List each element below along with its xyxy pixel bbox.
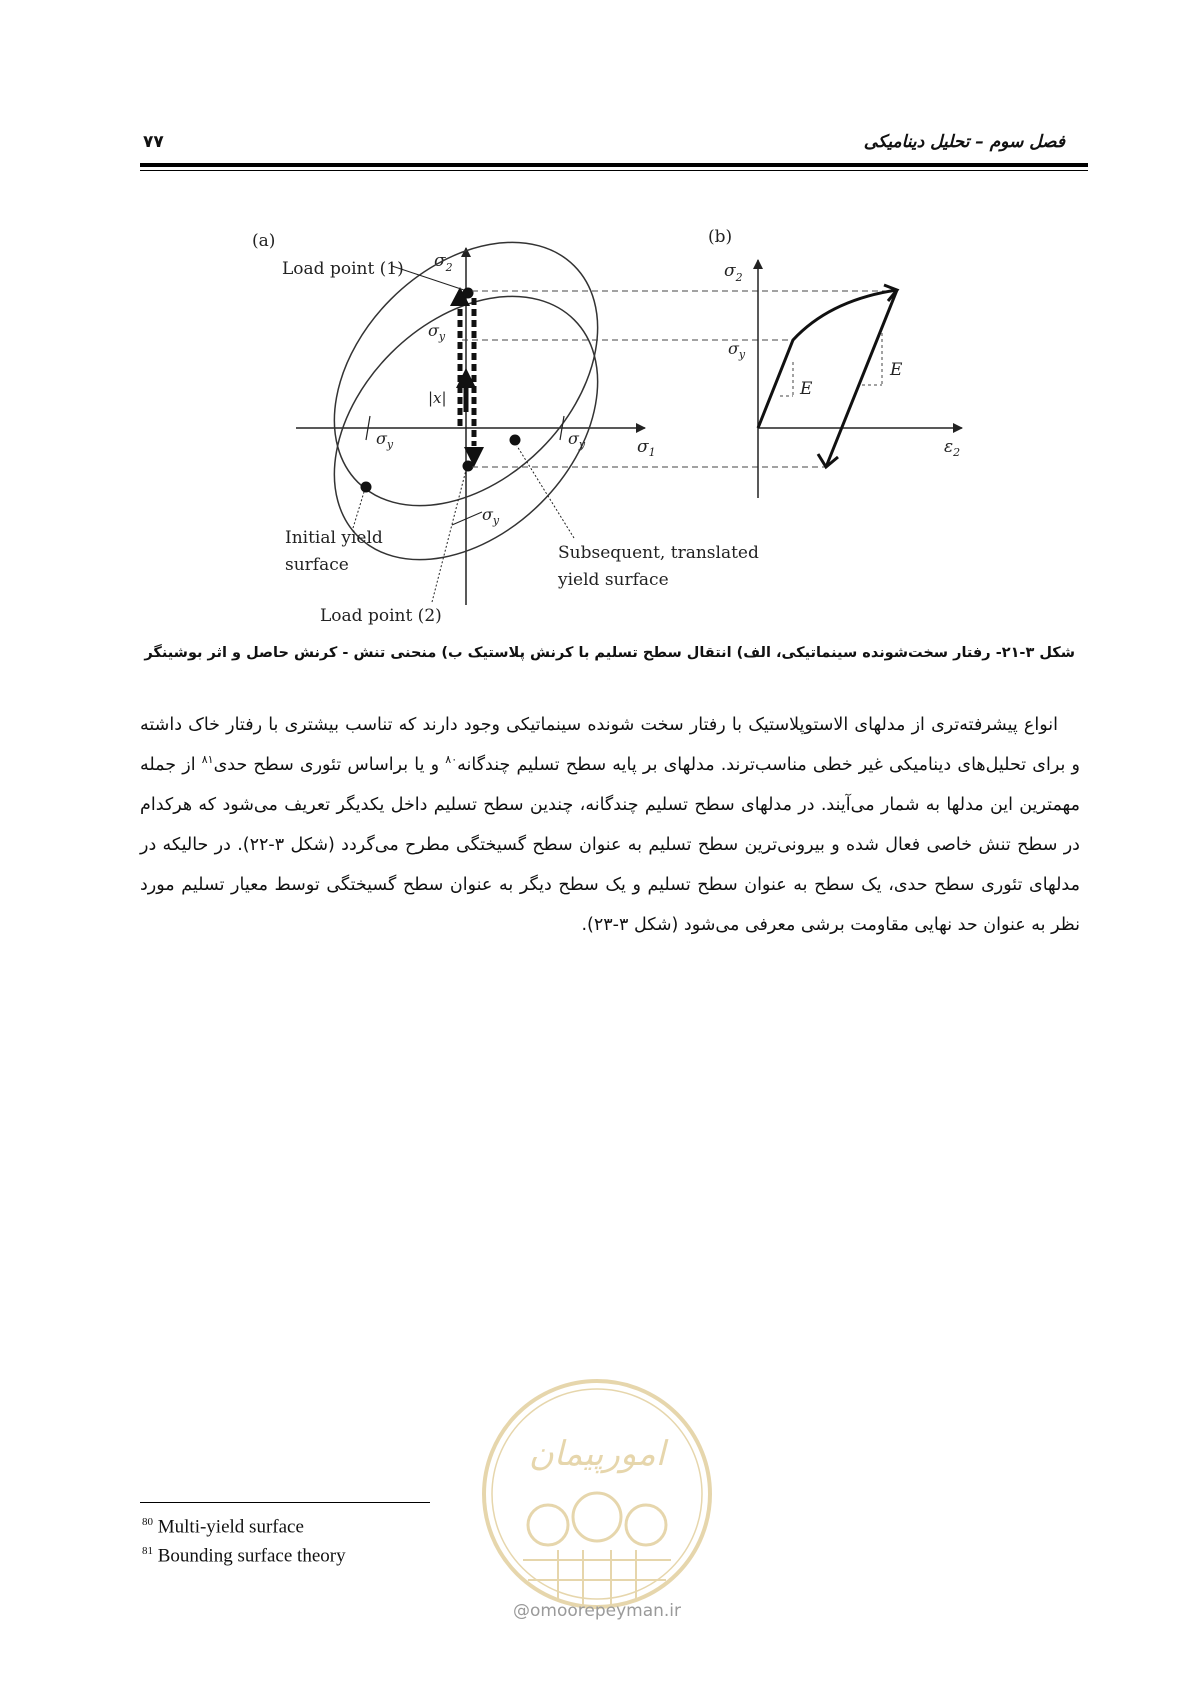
backstress-x-label: |x| <box>428 389 447 407</box>
initial-yield-label-line1: Initial yield <box>285 528 383 548</box>
page-number: ۷۷ <box>143 132 164 152</box>
footnotes <box>142 1510 346 1569</box>
panel-a-label: (a) <box>252 231 276 251</box>
load-point-1-label: Load point (1) <box>282 259 404 279</box>
sigma-y-bottom-tick <box>452 512 482 525</box>
eps2-axis-label: $\varepsilon_2$ <box>944 437 961 459</box>
translated-surface-dot <box>510 435 521 446</box>
load-point-2-dot <box>463 461 474 472</box>
sigma1-axis-label: $\sigma_1$ <box>637 437 656 459</box>
sigma-y-bottom-label: $\sigma_y$ <box>482 505 500 527</box>
sigma-y-left-label: $\sigma_y$ <box>376 429 394 451</box>
footnote-80: $^{80}$ Multi-yield surface <box>142 1516 304 1538</box>
footnote-ref-81: ۸۱ <box>201 753 214 767</box>
load-point-1-dot <box>463 288 474 299</box>
initial-yield-leader <box>353 492 364 528</box>
kinematic-hardening-figure <box>0 0 1191 640</box>
footnote-separator <box>140 1502 430 1503</box>
footnote-81: $^{81}$ Bounding surface theory <box>142 1545 346 1567</box>
sigma-y-top-label: $\sigma_y$ <box>428 321 446 343</box>
sigma-y-right-label: $\sigma_y$ <box>568 429 586 451</box>
sigma2-axis-label-b: $\sigma_2$ <box>724 261 743 284</box>
watermark-logo-text: امورپیمان <box>528 1434 666 1474</box>
footnote-ref-80: ۸۰ <box>445 753 458 767</box>
subsequent-yield-leader <box>517 446 574 538</box>
elastic-modulus-label-1: E <box>800 379 813 399</box>
chapter-title: فصل سوم – تحلیل دینامیکی <box>863 132 1065 152</box>
panel-b-label: (b) <box>708 227 733 247</box>
loading-curve <box>758 290 897 428</box>
watermark-logo <box>478 1375 716 1613</box>
load-point-2-label: Load point (2) <box>320 606 442 626</box>
figure-caption: شکل ۳-۲۱- رفتار سخت‌شونده سینماتیکی، الف) انتقال سطح تسلیم با کرنش پلاستیک ب) منحنی تنش - کرنش حاصل و اثر بوشینگر <box>144 645 1075 661</box>
load-point-2-leader <box>432 470 466 602</box>
initial-yield-label-line2: surface <box>285 555 349 575</box>
unloading-line <box>826 290 897 467</box>
watermark-url: @omoorepeyman.ir <box>512 1601 682 1621</box>
sigma-y-label-b: $\sigma_y$ <box>728 339 746 361</box>
sigma2-axis-label: $\sigma_2$ <box>434 251 453 274</box>
body-paragraph: انواع پیشرفته‌تری از مدلهای الاستوپلاستیک با رفتار سخت شونده سینماتیکی وجود دارند که تناسب بیشتری با رفتار خاک داشته و برای تحلیل‌های دینامیکی غیر خطی مناسب‌ترند. مدلهای بر پایه سطح تسلیم چندگانه$^{۸۰}$ و یا براساس تئوری سطح حدی$^{۸۱}$ از جمله مهمترین این مدلها به شمار می‌آیند. در مدلهای سطح تسلیم چندگانه، چندین سطح تسلیم داخل یکدیگر تعریف می‌شود که هرکدام در سطح تنش خاصی فعال شده و بیرونی‌ترین سطح تسلیم به عنوان سطح گسیختگی مطرح می‌گردد (شکل ۳-۲۲). در حالیکه در مدلهای تئوری سطح حدی، یک سطح به عنوان سطح تسلیم و یک سطح دیگر به عنوان سطح گسیختگی توسط معیار تسلیم مورد نظر به عنوان حد نهایی مقاومت برشی معرفی می‌شود (شکل ۳-۲۳). <box>140 715 1080 935</box>
elastic-modulus-label-2: E <box>890 360 903 380</box>
subsequent-yield-label-line2: yield surface <box>558 570 669 590</box>
subsequent-yield-label-line1: Subsequent, translated <box>558 543 759 563</box>
initial-surface-dot <box>361 482 372 493</box>
